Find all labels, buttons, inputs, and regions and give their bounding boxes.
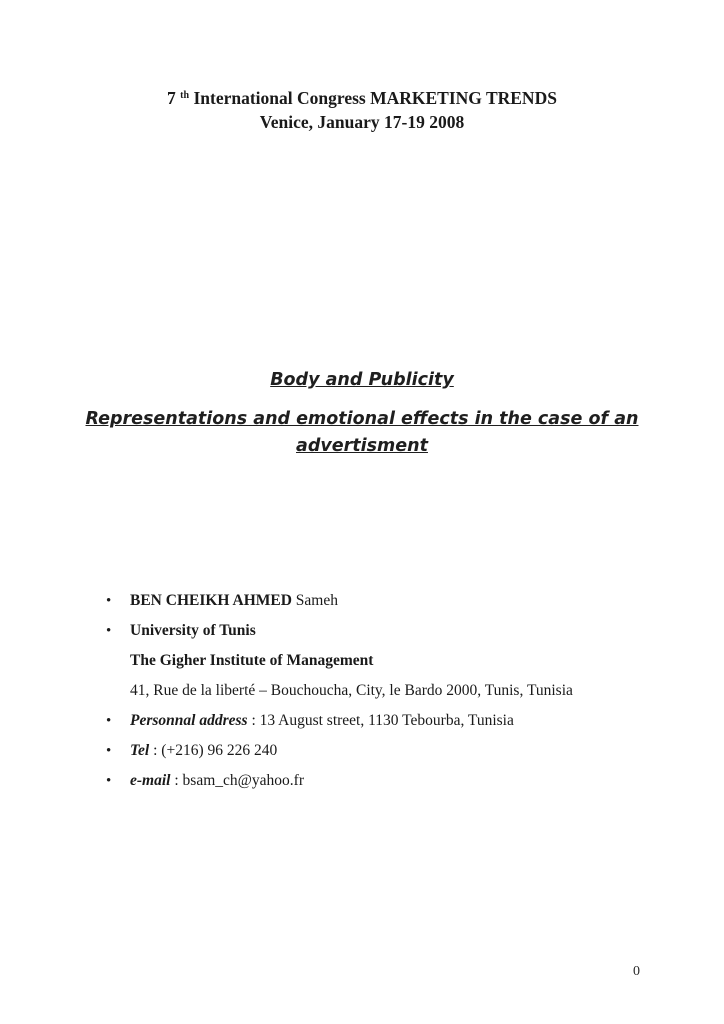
congress-title: International Congress MARKETING TRENDS (193, 88, 557, 108)
personal-address-label: Personnal address (130, 712, 248, 729)
email-label: e-mail (130, 772, 171, 789)
tel-label: Tel (130, 742, 150, 759)
university-name: University of Tunis (130, 622, 256, 639)
page-number: 0 (633, 964, 640, 979)
bullet: • (106, 593, 112, 609)
congress-venue-date: Venice, January 17-19 2008 (259, 112, 465, 132)
bullet: • (106, 743, 112, 759)
congress-ordinal: 7 (167, 88, 176, 108)
congress-title-line (0, 86, 724, 110)
tel-value: (+216) 96 226 240 (161, 742, 278, 759)
author-info-list (104, 586, 664, 796)
personal-address-value: 13 August street, 1130 Tebourba, Tunisia (259, 712, 514, 729)
congress-header (0, 86, 724, 134)
institute-address-line (104, 676, 664, 706)
congress-ordinal-suffix: th (180, 90, 190, 101)
bullet: • (106, 623, 112, 639)
tel-item (104, 736, 664, 766)
tel-separator: : (149, 742, 162, 759)
author-item (104, 586, 664, 616)
affiliation-item (104, 616, 664, 646)
institute-address: 41, Rue de la liberté – Bouchoucha, City, le Bardo 2000, Tunis, Tunisia (130, 682, 573, 699)
paper-title-block (60, 366, 664, 460)
author-surname: BEN CHEIKH AHMED (130, 592, 292, 609)
personal-address-item (104, 706, 664, 736)
author-given-name: Sameh (295, 592, 338, 609)
paper-title: Body and Publicity (270, 370, 454, 390)
email-separator: : (170, 772, 183, 789)
institute-line (104, 646, 664, 676)
institute-name: The Gigher Institute of Management (130, 652, 374, 669)
bullet: • (106, 773, 112, 789)
email-value[interactable]: bsam_ch@yahoo.fr (182, 772, 304, 789)
paper-subtitle: Representations and emotional effects in the case of an advertisment (85, 409, 639, 456)
bullet: • (106, 713, 112, 729)
personal-address-separator: : (247, 712, 260, 729)
email-item (104, 766, 664, 796)
